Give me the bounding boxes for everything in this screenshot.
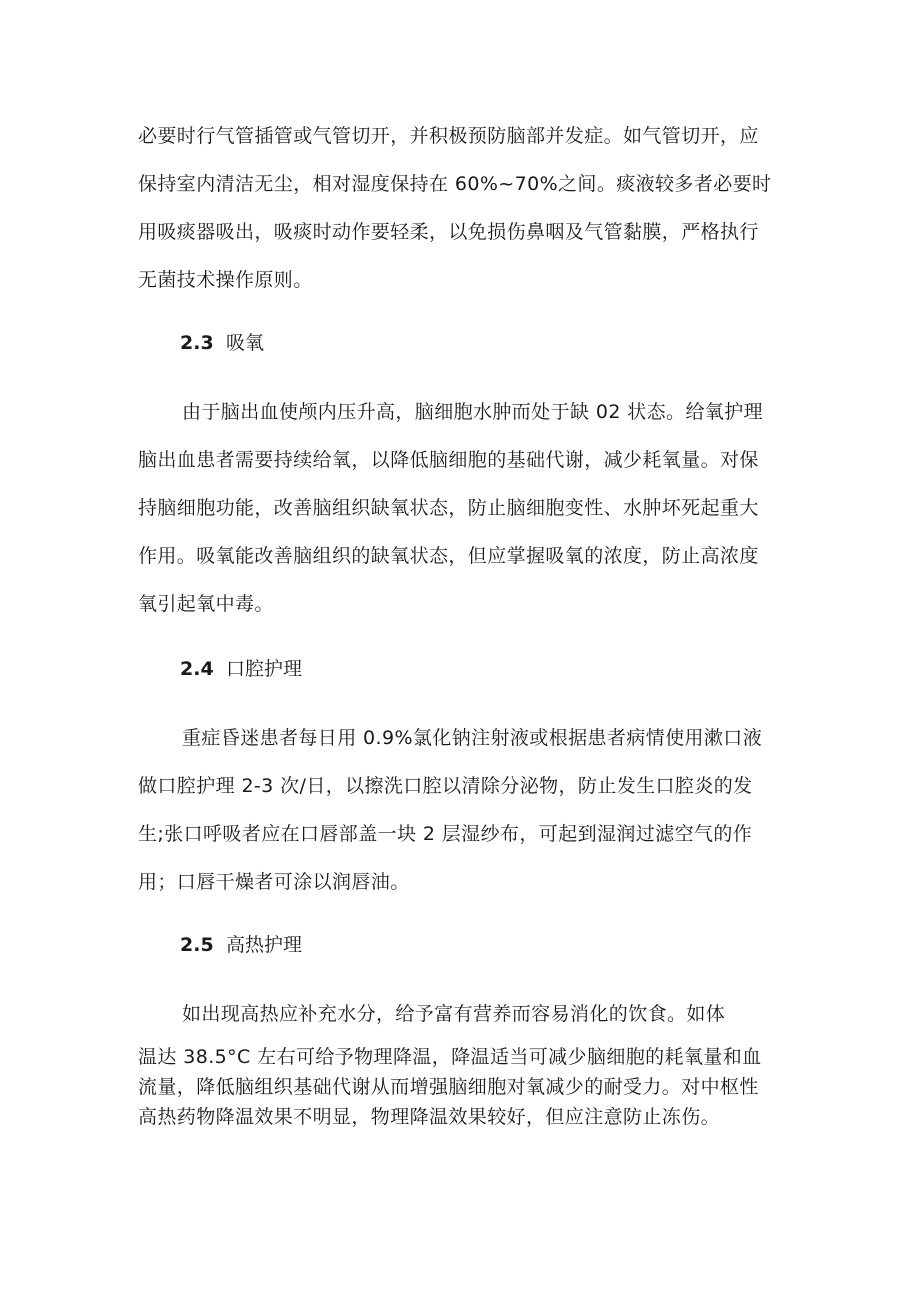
- paragraph-fever-care: [138, 1042, 786, 1132]
- text-line: 保持室内清洁无尘，相对湿度保持在 60%~70%之间。痰液较多者必要时: [138, 173, 772, 195]
- text-line: 用；口唇干燥者可涂以润唇油。: [138, 871, 410, 893]
- paragraph-airway: [138, 112, 786, 304]
- text-line: 用吸痰器吸出，吸痰时动作要轻柔，以免损伤鼻咽及气管黏膜，严格执行: [138, 221, 759, 243]
- section-title: 吸氧: [226, 332, 265, 354]
- text-line: 做口腔护理 2-3 次/日，以擦洗口腔以清除分泌物，防止发生口腔炎的发: [138, 775, 753, 797]
- section-number: 2.3: [180, 332, 214, 354]
- text-line: 生;张口呼吸者应在口唇部盖一块 2 层湿纱布，可起到湿润过滤空气的作: [138, 823, 753, 845]
- section-title: 口腔护理: [226, 658, 303, 680]
- text-line: 氧引起氧中毒。: [138, 593, 274, 615]
- text-line: 温达 38.5°C 左右可给予物理降温，降温适当可减少脑细胞的耗氧量和血: [138, 1046, 762, 1068]
- paragraph-oxygen: [138, 388, 786, 628]
- section-title: 高热护理: [226, 934, 303, 956]
- text-line: 由于脑出血使颅内压升高，脑细胞水肿而处于缺 02 状态。给氧护理: [182, 401, 764, 423]
- section-heading-2-3: [180, 330, 264, 356]
- paragraph-fever-intro: [138, 990, 786, 1038]
- text-line: 无菌技术操作原则。: [138, 269, 313, 291]
- text-line: 必要时行气管插管或气管切开，并积极预防脑部并发症。如气管切开，应: [138, 125, 759, 147]
- section-number: 2.4: [180, 658, 214, 680]
- text-line: 作用。吸氧能改善脑组织的缺氧状态，但应掌握吸氧的浓度，防止高浓度: [138, 545, 759, 567]
- text-line: 持脑细胞功能，改善脑组织缺氧状态，防止脑细胞变性、水肿坏死起重大: [138, 497, 759, 519]
- section-heading-2-5: [180, 932, 302, 958]
- text-line: 高热药物降温效果不明显，物理降温效果较好，但应注意防止冻伤。: [138, 1106, 721, 1128]
- text-line: 重症昏迷患者每日用 0.9%氯化钠注射液或根据患者病情使用漱口液: [182, 727, 763, 749]
- text-line: 如出现高热应补充水分，给予富有营养而容易消化的饮食。如体: [182, 1003, 726, 1025]
- section-heading-2-4: [180, 656, 302, 682]
- paragraph-oral-care: [138, 714, 786, 906]
- text-line: 脑出血患者需要持续给氧，以降低脑细胞的基础代谢，减少耗氧量。对保: [138, 449, 759, 471]
- section-number: 2.5: [180, 934, 214, 956]
- text-line: 流量，降低脑组织基础代谢从而增强脑细胞对氧减少的耐受力。对中枢性: [138, 1076, 759, 1098]
